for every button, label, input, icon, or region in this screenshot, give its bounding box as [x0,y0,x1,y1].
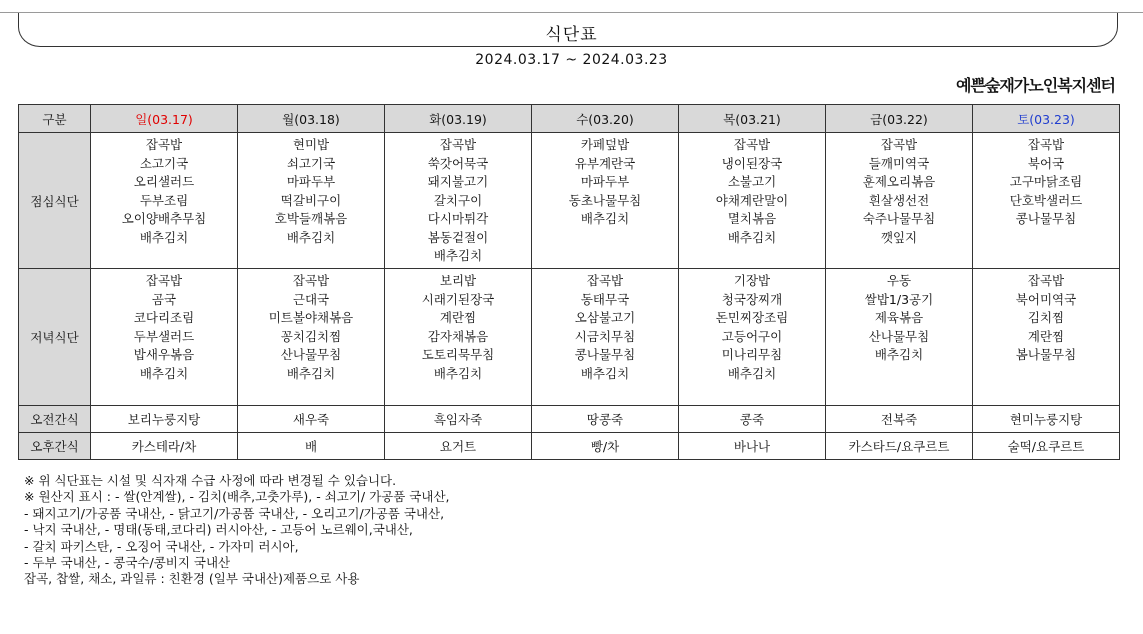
menu-item: 소불고기 [727,174,777,189]
menu-item: 미나리무침 [721,347,783,362]
menu-item: 꽁치김치찜 [280,328,342,344]
afternoon-snack-cell: 빵/차 [532,433,679,460]
page-title: 식단표 [545,25,598,45]
menu-item: 잡곡밥 [880,137,918,152]
menu-item: 마파두부 [580,174,630,189]
menu-item: 곰국 [151,291,177,307]
note-line: ※ 위 식단표는 시설 및 식자재 수급 사정에 따라 변경될 수 있습니다. [24,473,397,488]
menu-item: 코다리조림 [133,310,195,325]
menu-item: 다시마튀각 [427,211,489,226]
day-header-wed: 수(03.20) [532,105,679,133]
menu-item: 콩나물무침 [574,347,636,362]
menu-item: 배추김치 [139,229,189,245]
menu-item: 근대국 [292,291,330,307]
morning-snack-cell: 현미누룽지탕 [973,406,1120,433]
morning-snack-row [19,406,1120,433]
menu-item: 배추김치 [580,365,630,381]
dinner-cell [679,269,826,406]
day-header-sun: 일(03.17) [91,105,238,133]
menu-item: 미트볼야채볶음 [268,310,354,325]
menu-item: 갈치구이 [433,192,483,208]
lunch-cell [826,133,973,269]
menu-item: 배추김치 [874,347,924,362]
menu-item: 오삼불고기 [574,310,636,325]
center-name: 예쁜숲재가노인복지센터 [955,76,1115,95]
menu-item: 북어국 [1027,155,1065,171]
note-line: - 갈치 파키스탄, - 오징어 국내산, - 가자미 러시아, [24,538,299,554]
menu-item: 잡곡밥 [145,273,183,288]
lunch-row [19,133,1120,269]
menu-item: 잡곡밥 [439,137,477,152]
menu-item: 잡곡밥 [145,137,183,152]
lunch-cell [385,133,532,269]
menu-item: 쑥갓어묵국 [427,155,489,171]
corner-label: 구분 [19,105,91,133]
menu-item: 숙주나물무침 [862,211,936,226]
note-line: - 낙지 국내산, - 명태(동태,코다리) 러시아산, - 고등어 노르웨이,국내산, [24,522,413,538]
menu-item: 배추김치 [286,229,336,245]
morning-snack-cell: 새우죽 [238,406,385,433]
menu-item: 유부계란국 [574,155,636,171]
menu-item: 단호박샐러드 [1009,192,1083,208]
menu-item: 고등어구이 [721,328,783,344]
afternoon-snack-cell: 요거트 [385,433,532,460]
morning-snack-cell: 흑임자죽 [385,406,532,433]
menu-item: 밥새우볶음 [133,347,195,362]
menu-item: 배추김치 [139,365,189,381]
lunch-cell [973,133,1120,269]
menu-item: 산나물무침 [868,328,930,344]
dinner-cell [532,269,679,406]
menu-item: 두부조림 [139,192,189,208]
menu-item: 돼지불고기 [427,174,489,189]
menu-item: 멸치볶음 [727,211,777,226]
meal-table [18,104,1120,460]
morning-snack-label: 오전간식 [19,406,91,433]
menu-item: 잡곡밥 [733,137,771,152]
menu-item: 배추김치 [433,365,483,381]
menu-item: 도토리묵무침 [421,347,495,362]
menu-item: 제육볶음 [874,310,924,325]
menu-item: 김치찜 [1027,310,1065,325]
menu-item: 돈민찌장조림 [715,310,789,325]
dinner-row [19,269,1120,406]
menu-item: 시금치무침 [574,328,636,344]
afternoon-snack-row [19,433,1120,460]
menu-item: 야채계란말이 [715,192,789,208]
dinner-label: 저녁식단 [19,269,91,406]
menu-item: 북어미역국 [1015,291,1077,307]
day-header-thu: 목(03.21) [679,105,826,133]
morning-snack-cell: 전복죽 [826,406,973,433]
notes-block [24,473,450,588]
afternoon-snack-label: 오후간식 [19,433,91,460]
note-line: ※ 원산지 표시 : - 쌀(안계쌀), - 김치(배추,고춧가루), - 쇠고기/ 가공품 국내산, [24,489,450,505]
menu-item: 배추김치 [580,211,630,226]
lunch-cell [91,133,238,269]
menu-item: 산나물무침 [280,347,342,362]
afternoon-snack-cell: 카스테라/차 [91,433,238,460]
menu-item: 쌀밥1/3공기 [864,291,934,307]
menu-item: 계란찜 [1027,328,1065,344]
menu-item: 잡곡밥 [586,273,624,288]
lunch-cell [238,133,385,269]
menu-item: 동초나물무침 [568,192,642,208]
afternoon-snack-cell: 바나나 [679,433,826,460]
dinner-cell [973,269,1120,406]
menu-item: 잡곡밥 [1027,273,1065,288]
menu-item: 훈제오리볶음 [862,174,936,189]
menu-item: 기장밥 [733,273,771,288]
day-header-sat: 토(03.23) [973,105,1120,133]
dinner-cell [385,269,532,406]
menu-item: 두부샐러드 [133,328,195,344]
afternoon-snack-cell: 배 [238,433,385,460]
morning-snack-cell: 콩죽 [679,406,826,433]
dinner-cell [238,269,385,406]
table-header-row [19,105,1120,133]
menu-item: 고구마닭조림 [1009,174,1083,189]
day-header-tue: 화(03.19) [385,105,532,133]
menu-item: 잡곡밥 [1027,137,1065,152]
menu-item: 마파두부 [286,174,336,189]
note-line: 잡곡, 찹쌀, 채소, 과일류 : 친환경 (일부 국내산)제품으로 사용 [24,571,360,587]
menu-item: 시래기된장국 [421,291,495,307]
menu-item: 동태무국 [580,291,630,307]
menu-item: 청국장찌개 [721,291,783,307]
menu-item: 카페덮밥 [580,137,630,152]
menu-item: 쇠고기국 [286,155,336,171]
lunch-label: 점심식단 [19,133,91,269]
morning-snack-cell: 보리누룽지탕 [91,406,238,433]
day-header-mon: 월(03.18) [238,105,385,133]
menu-item: 냉이된장국 [721,155,783,171]
menu-item: 우동 [886,273,912,288]
menu-item: 들깨미역국 [868,155,930,171]
menu-item: 흰살생선전 [868,192,930,208]
menu-item: 봄나물무침 [1015,347,1077,362]
menu-item: 깻잎지 [880,229,918,245]
lunch-cell [532,133,679,269]
menu-item: 잡곡밥 [292,273,330,288]
menu-item: 배추김치 [727,229,777,245]
dinner-cell [91,269,238,406]
date-range: 2024.03.17 ~ 2024.03.23 [475,52,668,68]
menu-item: 오이양배추무침 [121,211,207,226]
menu-item: 배추김치 [433,248,483,263]
note-line: - 돼지고기/가공품 국내산, - 닭고기/가공품 국내산, - 오리고기/가공품 국내산, [24,505,445,521]
menu-item: 소고기국 [139,155,189,171]
menu-item: 호박들깨볶음 [274,211,348,226]
menu-item: 계란찜 [439,310,477,325]
menu-item: 배추김치 [286,365,336,381]
afternoon-snack-cell: 술떡/요쿠르트 [973,433,1120,460]
menu-item: 오리샐러드 [133,174,195,189]
morning-snack-cell: 땅콩죽 [532,406,679,433]
menu-item: 현미밥 [292,137,330,152]
afternoon-snack-cell: 카스타드/요쿠르트 [826,433,973,460]
lunch-cell [679,133,826,269]
menu-item: 봄동겉절이 [427,229,489,245]
menu-item: 콩나물무침 [1015,211,1077,226]
menu-item: 배추김치 [727,365,777,381]
menu-item: 감자채볶음 [427,328,489,344]
menu-item: 떡갈비구이 [280,192,342,208]
menu-item: 보리밥 [439,273,477,288]
day-header-fri: 금(03.22) [826,105,973,133]
note-line: - 두부 국내산, - 콩국수/콩비지 국내산 [24,555,231,571]
dinner-cell [826,269,973,406]
